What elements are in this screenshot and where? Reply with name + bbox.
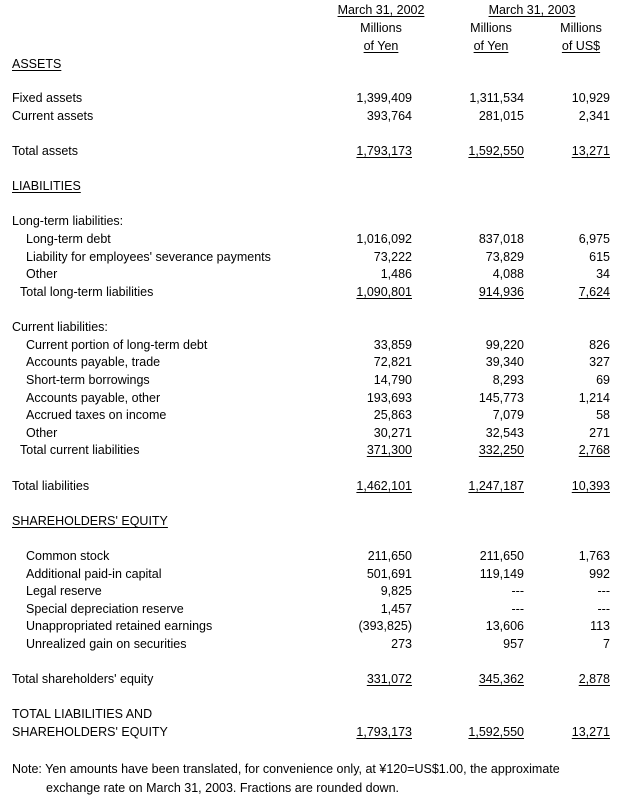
value-2002-yen: 1,457 — [380, 602, 412, 616]
section-heading: SHAREHOLDERS' EQUITY — [12, 514, 168, 528]
table-row — [0, 213, 620, 230]
row-label: Accounts payable, other — [26, 391, 161, 405]
row-label: Unrealized gain on securities — [26, 637, 187, 651]
row-label: Total current liabilities — [20, 443, 140, 457]
value-2002-yen: 1,462,101 — [356, 479, 412, 493]
row-label: Long-term liabilities: — [12, 214, 124, 228]
row-label: Short-term borrowings — [26, 373, 150, 387]
table-row — [0, 407, 620, 424]
table-row — [0, 90, 620, 107]
value-2003-usd: 826 — [589, 338, 610, 352]
value-2003-usd: 1,214 — [578, 391, 610, 405]
row-label: Other — [26, 267, 58, 281]
section-heading-row — [0, 56, 620, 73]
value-2002-yen: 72,821 — [373, 355, 412, 369]
total-row — [0, 724, 620, 741]
total-row — [0, 284, 620, 301]
col3-unit-millions: Millions — [560, 21, 602, 35]
row-label: Current liabilities: — [12, 320, 108, 334]
table-row — [0, 354, 620, 371]
row-label: Liability for employees' severance payments — [26, 250, 271, 264]
value-2002-yen: 1,793,173 — [356, 144, 412, 158]
value-2003-usd: 34 — [596, 267, 610, 281]
row-label: Total assets — [12, 144, 79, 158]
table-row — [0, 425, 620, 442]
value-2002-yen: 33,859 — [373, 338, 412, 352]
table-row — [0, 231, 620, 248]
value-2002-yen: 1,793,173 — [356, 725, 412, 739]
total-row — [0, 671, 620, 688]
value-2002-yen: 9,825 — [380, 584, 412, 598]
row-label: Unappropriated retained earnings — [26, 619, 213, 633]
table-row — [0, 372, 620, 389]
value-2002-yen: 1,016,092 — [356, 232, 412, 246]
value-2003-yen: 7,079 — [492, 408, 524, 422]
value-2003-usd: 113 — [590, 619, 610, 633]
value-2003-yen: 1,247,187 — [468, 479, 524, 493]
value-2003-usd: 2,341 — [578, 109, 610, 123]
section-heading-row — [0, 513, 620, 530]
value-2003-yen: --- — [511, 602, 524, 616]
value-2003-usd: 10,393 — [571, 479, 610, 493]
total-row — [0, 442, 620, 459]
value-2003-yen: 211,650 — [479, 549, 524, 563]
value-2002-yen: 393,764 — [366, 109, 412, 123]
col2-unit-millions: Millions — [470, 21, 512, 35]
row-label: Other — [26, 426, 58, 440]
value-2003-usd: 2,768 — [578, 443, 610, 457]
row-label: Special depreciation reserve — [26, 602, 184, 616]
table-row — [0, 249, 620, 266]
col2-unit-yen: of Yen — [473, 39, 509, 53]
row-label: Current portion of long-term debt — [26, 338, 208, 352]
value-2003-usd: 327 — [589, 355, 610, 369]
value-2002-yen: 25,863 — [373, 408, 412, 422]
value-2003-usd: 58 — [596, 408, 610, 422]
value-2003-yen: 145,773 — [478, 391, 524, 405]
row-label: Fixed assets — [12, 91, 83, 105]
value-2003-usd: 7 — [603, 637, 610, 651]
col1-unit-yen: of Yen — [363, 39, 399, 53]
value-2003-yen: 39,340 — [485, 355, 524, 369]
table-row — [0, 566, 620, 583]
row-label: Common stock — [26, 549, 110, 563]
value-2003-usd: 6,975 — [578, 232, 610, 246]
value-2003-usd: 2,878 — [578, 672, 610, 686]
value-2002-yen: 1,399,409 — [356, 91, 412, 105]
value-2002-yen: (393,825) — [358, 619, 412, 633]
value-2002-yen: 501,691 — [366, 567, 412, 581]
value-2003-yen: 119,149 — [479, 567, 524, 581]
value-2003-yen: 345,362 — [478, 672, 524, 686]
value-2003-yen: 957 — [503, 637, 524, 651]
value-2002-yen: 30,271 — [373, 426, 412, 440]
value-2003-yen: 13,606 — [485, 619, 524, 633]
value-2003-usd: 1,763 — [578, 549, 610, 563]
section-heading: LIABILITIES — [12, 179, 81, 193]
value-2003-yen: 8,293 — [492, 373, 524, 387]
value-2003-yen: --- — [511, 584, 524, 598]
row-label: Additional paid-in capital — [26, 567, 162, 581]
value-2002-yen: 331,072 — [366, 672, 412, 686]
value-2003-yen: 99,220 — [485, 338, 524, 352]
value-2003-usd: 271 — [589, 426, 610, 440]
value-2003-yen: 837,018 — [478, 232, 524, 246]
value-2003-yen: 1,311,534 — [469, 91, 524, 105]
table-row — [0, 390, 620, 407]
table-row — [0, 601, 620, 618]
row-label: Total shareholders' equity — [12, 672, 154, 686]
row-label: Accounts payable, trade — [26, 355, 161, 369]
value-2003-usd: 13,271 — [571, 725, 610, 739]
value-2002-yen: 193,693 — [366, 391, 412, 405]
value-2003-yen: 1,592,550 — [468, 144, 524, 158]
value-2002-yen: 371,300 — [366, 443, 412, 457]
row-label: Total liabilities — [12, 479, 90, 493]
row-label: Long-term debt — [26, 232, 111, 246]
value-2002-yen: 273 — [391, 637, 412, 651]
section-heading-row — [0, 178, 620, 195]
col1-unit-millions: Millions — [360, 21, 402, 35]
value-2003-yen: 281,015 — [478, 109, 524, 123]
row-label: Total long-term liabilities — [20, 285, 154, 299]
table-row — [0, 266, 620, 283]
footnote-line-2: exchange rate on March 31, 2003. Fractions are rounded down. — [46, 781, 399, 795]
value-2003-usd: 69 — [596, 373, 610, 387]
value-2003-yen: 73,829 — [485, 250, 524, 264]
value-2002-yen: 1,486 — [380, 267, 412, 281]
row-label: Accrued taxes on income — [26, 408, 167, 422]
row-label: Current assets — [12, 109, 94, 123]
value-2003-yen: 4,088 — [492, 267, 524, 281]
value-2003-usd: --- — [597, 602, 610, 616]
row-label: Legal reserve — [26, 584, 102, 598]
value-2003-usd: --- — [597, 584, 610, 598]
section-heading: ASSETS — [12, 57, 62, 71]
value-2003-yen: 32,543 — [485, 426, 524, 440]
value-2002-yen: 14,790 — [373, 373, 412, 387]
value-2002-yen: 211,650 — [367, 549, 412, 563]
value-2003-usd: 7,624 — [578, 285, 610, 299]
table-row — [0, 618, 620, 635]
table-row — [0, 548, 620, 565]
table-row — [0, 319, 620, 336]
footnote — [12, 760, 612, 798]
header-date-2003: March 31, 2003 — [488, 3, 576, 17]
header-date-2002: March 31, 2002 — [337, 3, 425, 17]
row-label: SHAREHOLDERS' EQUITY — [12, 725, 168, 739]
value-2003-usd: 615 — [589, 250, 610, 264]
value-2003-usd: 13,271 — [571, 144, 610, 158]
total-row — [0, 478, 620, 495]
value-2002-yen: 73,222 — [373, 250, 412, 264]
value-2002-yen: 1,090,801 — [356, 285, 412, 299]
value-2003-yen: 1,592,550 — [468, 725, 524, 739]
table-row — [0, 636, 620, 653]
table-row — [0, 337, 620, 354]
col3-unit-usd: of US$ — [561, 39, 601, 53]
footnote-line-1: Note: Yen amounts have been translated, for convenience only, at ¥120=US$1.00, the approximate — [12, 762, 560, 776]
value-2003-usd: 992 — [589, 567, 610, 581]
table-row — [0, 706, 620, 723]
value-2003-yen: 332,250 — [478, 443, 524, 457]
value-2003-yen: 914,936 — [478, 285, 524, 299]
row-label: TOTAL LIABILITIES AND — [12, 707, 153, 721]
value-2003-usd: 10,929 — [571, 91, 610, 105]
table-row — [0, 108, 620, 125]
total-row — [0, 143, 620, 160]
table-row — [0, 583, 620, 600]
